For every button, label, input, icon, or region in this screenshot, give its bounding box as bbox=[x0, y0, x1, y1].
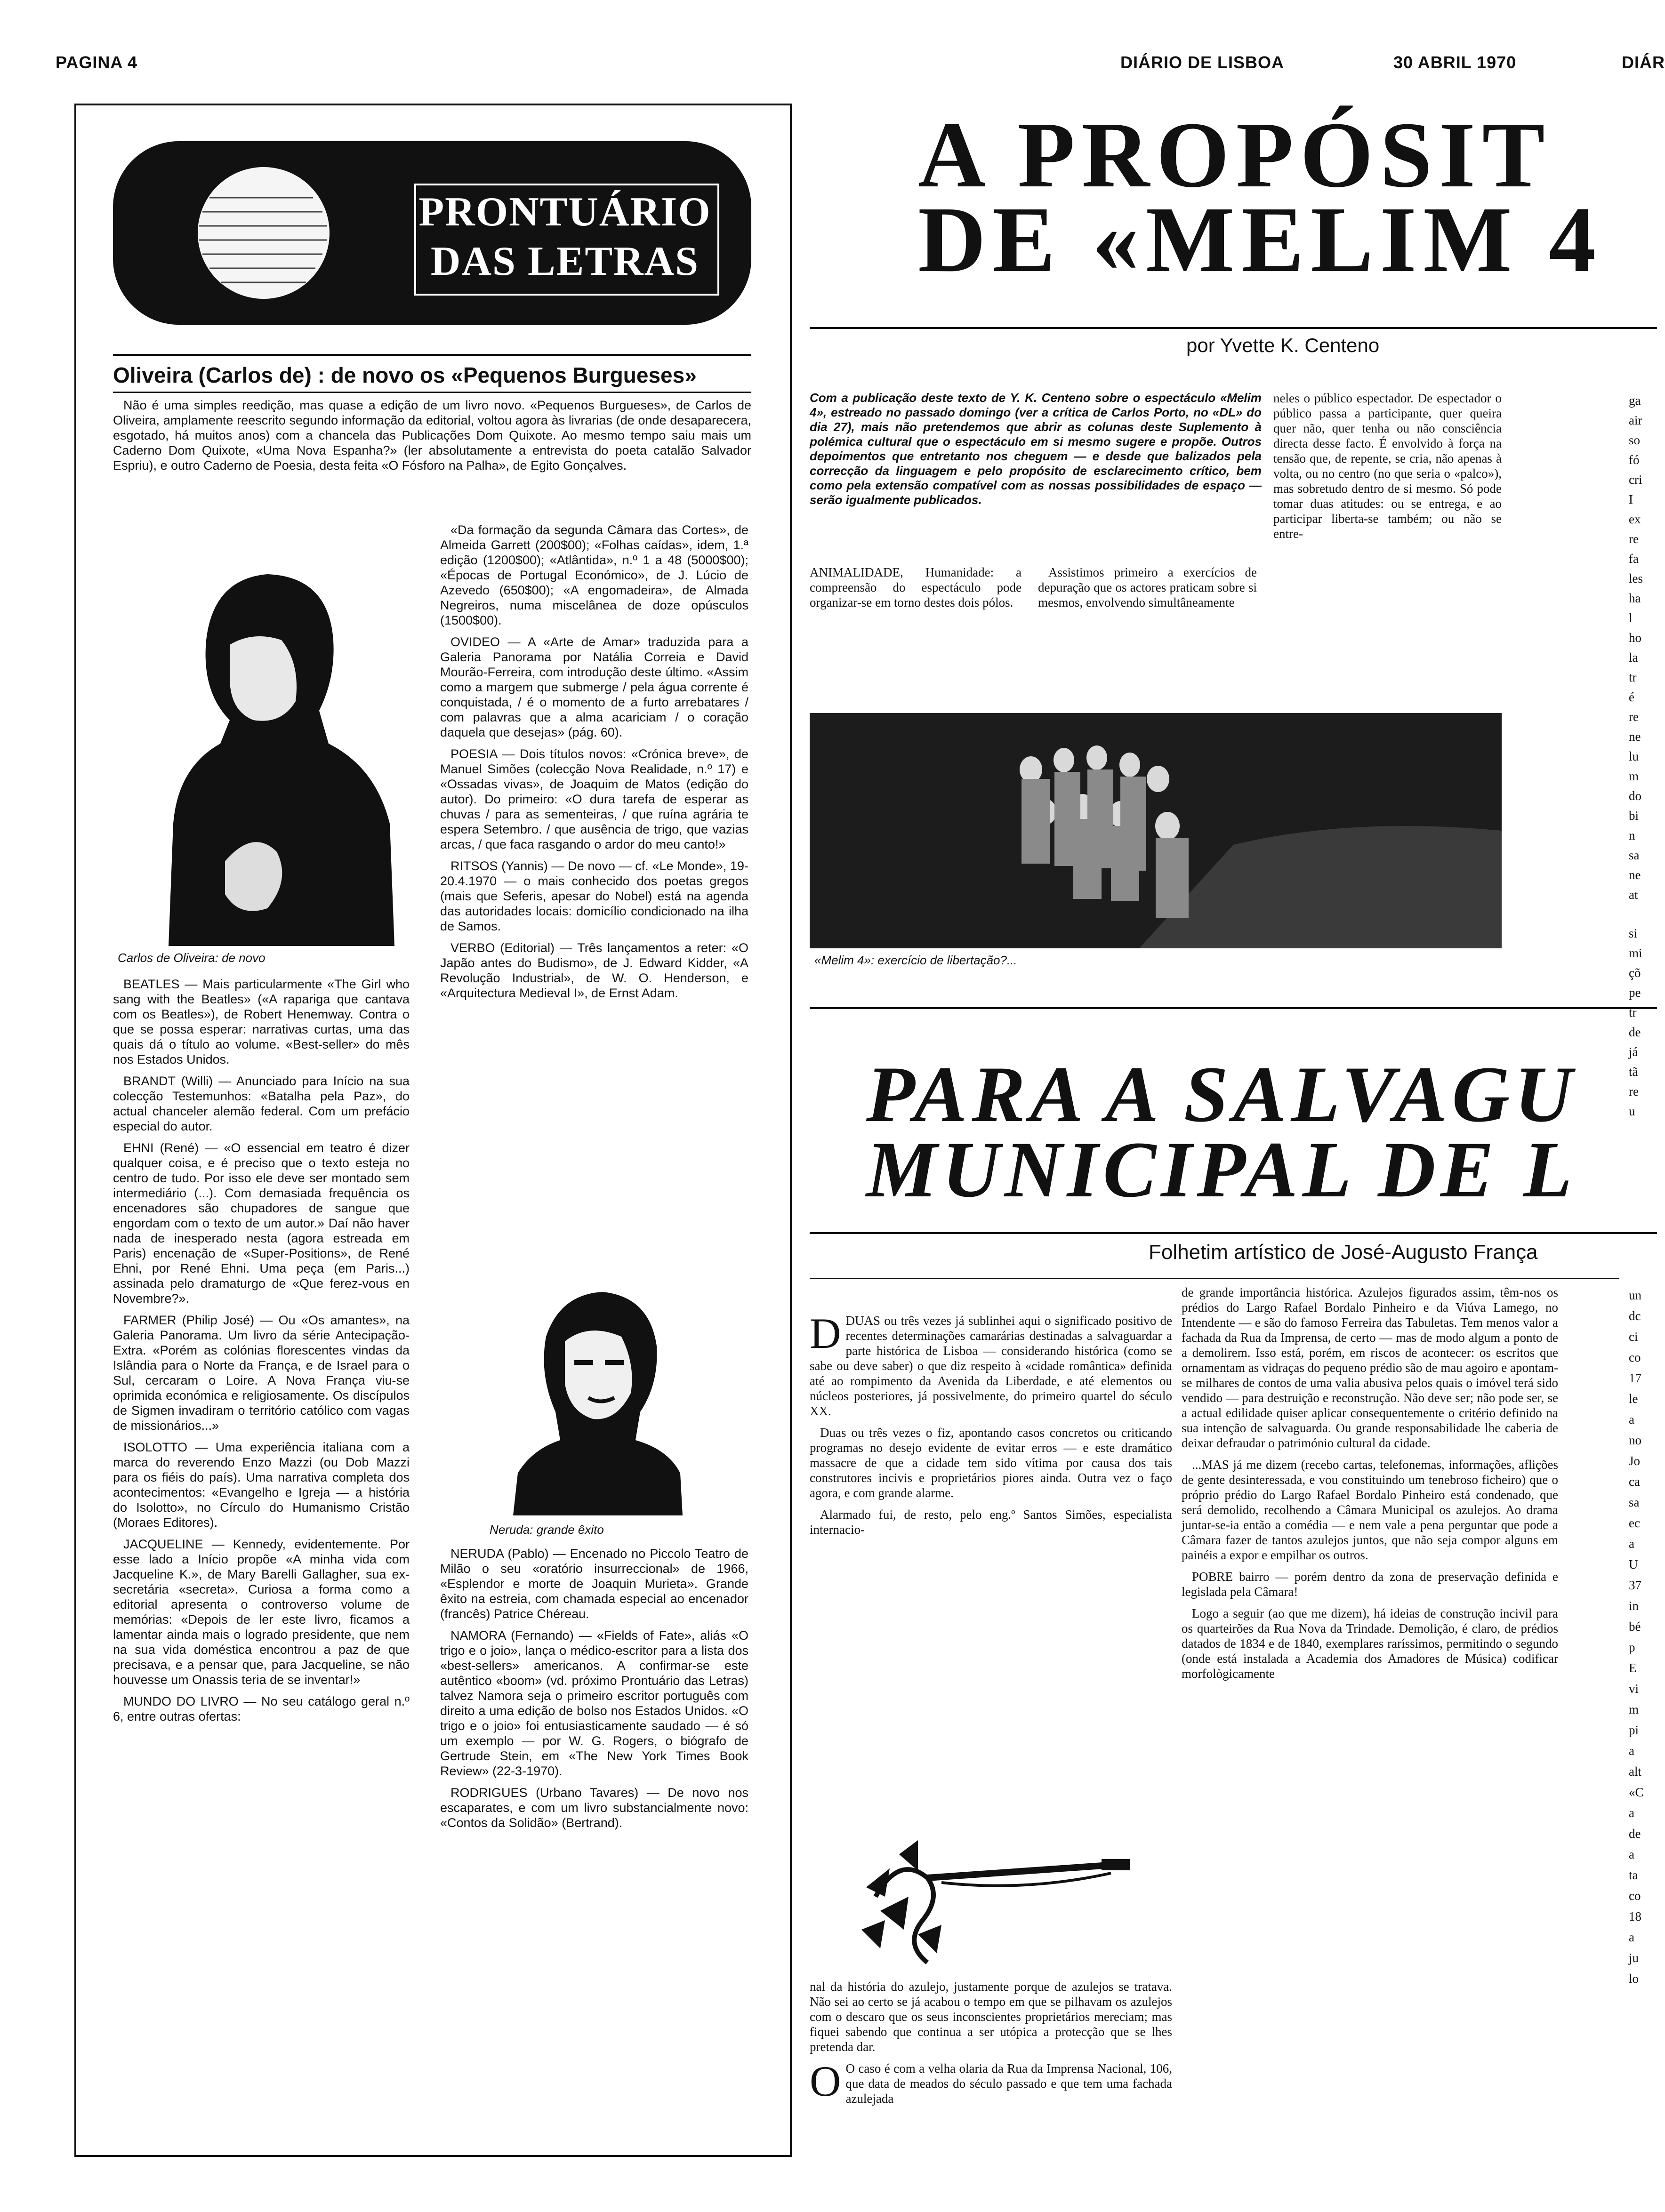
edge-fragment: tr bbox=[1629, 670, 1637, 684]
edge-fragment: co bbox=[1629, 1889, 1641, 1903]
entry-brandt: BRANDT (Willi) — Anunciado para Início na sua colecção Testemunhos: «Batalha pela Paz», do actual chanceler alemão federal. Com um prefácio especial do autor. bbox=[113, 1074, 410, 1133]
edge-fragment: les bbox=[1629, 571, 1643, 585]
edge-fragment: 18 bbox=[1629, 1909, 1641, 1923]
entry-ehni: EHNI (René) — «O essencial em teatro é dizer qualquer coisa, e é preciso que o texto esteja no centro de tudo. Por isso ele deve ser montado sem intermediário (...). Com demasiada frequência os encenadores são chupadores de sangue que engordam com o texto de um autor.» Daí não haver nada de inesperado nesta (agora estreada em Paris) encenação de «Super-Positions», de René Ehni, por René Ehni. Uma peça (em Paris...) assinada pelo dramaturgo de «Que ferez-vous en Novembre?». bbox=[113, 1141, 410, 1306]
entry-isolotto: ISOLOTTO — Uma experiência italiana com a marca do reverendo Enzo Mazzi (ou Dob Mazzi para os fiéis do país). Uma narrativa completa dos acontecimentos: «Evangelho e Igreja — a história do Isolotto», no Círculo do Humanismo Cristão (Moraes Editores). bbox=[113, 1440, 410, 1530]
melim-col2-text: Assistimos primeiro a exercícios de depuração que os actores praticam sobre si mesmos, envolvendo simultâneamente bbox=[1038, 565, 1257, 609]
edge-fragment: air bbox=[1629, 413, 1642, 427]
entry-poesia: POESIA — Dois títulos novos: «Crónica breve», de Manuel Simões (colecção Nova Realidade, n.º 17) e «Ossadas vivas», de Joaquim de Matos (edição do autor). Do primeiro: «O dura tarefa de esperar as chuvas / para as sementeiras, / que ruína agrária te espera Setembro. / que ausência de trigo, que vazias arcas, / que faca rasgando o ardor do meu canto!» bbox=[440, 747, 748, 851]
edge-fragment: já bbox=[1629, 1045, 1638, 1059]
lead-paragraph: Não é uma simples reedição, mas quase a edição de um livro novo. «Pequenos Burgueses», de Carlos de Oliveira, amplamente reescrito segundo informação da editorial, voltou agora às livrarias (de onde desaparecera, esgotado, há muitos anos) com a chancela das Publicações Dom Quixote. Ao mesmo tempo saiu mais um Caderno Dom Quixote, «Uma Nova Espanha?» (ler absolutamente a entrevista do poeta catalão Salvador Espriu), e outro Caderno de Poesia, desta feita «O Fósforo na Palha», de Egito Gonçalves. bbox=[113, 398, 751, 473]
edge-fragment: m bbox=[1629, 1702, 1639, 1716]
edge-fragment: ex bbox=[1629, 512, 1641, 526]
entry-mundo-do-livro-cont: «Da formação da segunda Câmara das Cortes», de Almeida Garrett (200$00); «Folhas caídas», idem, 1.ª edição (1200$00); «Atlântida», n.º 1 a 48 (5000$00); «Épocas de Portugal Económico», de J. Lúcio de Azevedo (650$00); «A engomadeira», de Almada Negreiros, numa miscelânea de doze opúsculos (1500$00). bbox=[440, 523, 748, 627]
edge-fragment: U bbox=[1629, 1557, 1638, 1571]
edge-fragment: ec bbox=[1629, 1516, 1640, 1530]
entry-farmer: FARMER (Philip José) — Ou «Os amantes», na Galeria Panorama. Um livro da série Antecipação-Extra. «Porém as colónias florescentes vindas da Islândia para o Norte da França, e de Israel para o Sul, cercaram o Loire. A Nova França viu-se oprimida económica e religiosamente. Os discípulos de Sigmen invadiram o território católico com vagas de missionários...» bbox=[113, 1313, 410, 1433]
carlos-de-oliveira-photo bbox=[112, 522, 404, 946]
edge-column-bottom bbox=[1629, 1285, 1657, 2160]
prontuario-right-column-lower bbox=[440, 1546, 748, 2125]
salvaguarda-p1: DDUAS ou três vezes já sublinhei aqui o significado positivo de recentes determinações camarárias destinadas a salvaguardar a parte histórica de Lisboa — considerando histórica (como se sabe ou deve saber) o que diz respeito à «cidade romântica» definida até ao rompimento da Avenida da Liberdade, e até elementos ou núcleos posteriores, já possivelmente, do primeiro quartel do século XX. bbox=[810, 1309, 1172, 1418]
salvaguarda-col2 bbox=[1182, 1285, 1558, 2160]
edge-fragment: a bbox=[1629, 1847, 1634, 1861]
edge-fragment: çõ bbox=[1629, 966, 1641, 980]
edge-fragment: de bbox=[1629, 1025, 1641, 1039]
masthead: DIÁRIO DE LISBOA bbox=[1120, 53, 1285, 72]
edge-fragment: a bbox=[1629, 1930, 1634, 1944]
edge-fragment: sa bbox=[1629, 848, 1640, 862]
salvaguarda-headline-line2: MUNICIPAL DE L bbox=[866, 1125, 1577, 1214]
edge-fragment: ta bbox=[1629, 1868, 1638, 1882]
entry-neruda: NERUDA (Pablo) — Encenado no Piccolo Teatro de Milão o seu «oratório insurreccional» de 1966, «Esplendor e morte de Joaquin Murieta». Grande êxito na estreia, com chamada especial ao encenador (francês) Patrice Chéreau. bbox=[440, 1547, 748, 1621]
text-globe-icon bbox=[193, 160, 334, 306]
melim-headline-line2: DE «MELIM 4 bbox=[918, 188, 1602, 292]
edge-fragment: bi bbox=[1629, 809, 1639, 823]
edge-fragment: ne bbox=[1629, 868, 1641, 882]
edge-fragment: re bbox=[1629, 532, 1639, 546]
edge-fragment: re bbox=[1629, 710, 1639, 724]
melim-headline-line1: A PROPÓSIT bbox=[918, 103, 1552, 207]
entry-mundo-do-livro: MUNDO DO LIVRO — No seu catálogo geral n.º 6, entre outras ofertas: bbox=[113, 1694, 410, 1723]
edge-fragment: do bbox=[1629, 789, 1641, 803]
edge-fragment: le bbox=[1629, 1392, 1638, 1406]
salvaguarda-col1-bottom bbox=[810, 1979, 1172, 2160]
edge-fragment: alt bbox=[1629, 1764, 1641, 1779]
page-number: PAGINA 4 bbox=[56, 53, 138, 72]
edge-fragment: in bbox=[1629, 1599, 1639, 1613]
edge-fragment: so bbox=[1629, 433, 1641, 447]
salvaguarda-byline: Folhetim artístico de José-Augusto França bbox=[1149, 1241, 1538, 1264]
edge-fragment: m bbox=[1629, 769, 1639, 783]
edge-fragment: de bbox=[1629, 1827, 1641, 1841]
entry-namora: NAMORA (Fernando) — «Fields of Fate», aliás «O trigo e o joio», lança o médico-escritor para a lista dos «best-sellers» americanos. A confirmar-se este autêntico «boom» (vd. próximo Prontuário das Letras) talvez Namora seja o primeiro escritor português com direito a uma edição de bolso nos Estados Unidos. «O trigo e o joio» foi entusiasticamente saudado — é só um exemplo — por W. G. Rogers, o biógrafo de Gertrude Stein, em «The New York Times Book Review» (22-3-1970). bbox=[440, 1628, 748, 1778]
edge-fragment: at bbox=[1629, 888, 1638, 902]
azulejo-drawing bbox=[847, 1826, 1149, 1972]
edge-fragment: ju bbox=[1629, 1951, 1639, 1965]
salvaguarda-p7: ...MAS já me dizem (recebo cartas, telefonemas, informações, aflições de gente desinteressada, e vou constituindo um tenebroso ficheiro) que o próprio prédio do Largo Rafael Bordalo Pinheiro está condenado, que será demolido, recolhendo a Câmara Municipal os azulejos. Ao drama juntar-se-ia então a comédia — e nem vale a pena perguntar que pode a Câmara fazer de tantos azulejos juntos, que não seja compor alguns em painéis a expor e empilhar os outros. bbox=[1182, 1458, 1558, 1562]
prontuario-title-line1: PRONTUÁRIO bbox=[418, 189, 711, 235]
edge-fragment: 17 bbox=[1629, 1371, 1641, 1385]
salvaguarda-p5: O O caso é com a velha olaria da Rua da Imprensa Nacional, 106, que data de meados do século passado e que tem uma fachada azulejada bbox=[810, 2057, 1172, 2106]
edge-fragment: lu bbox=[1629, 749, 1639, 763]
neruda-portrait bbox=[494, 1271, 697, 1515]
edge-fragment: n bbox=[1629, 828, 1635, 842]
edge-fragment: E bbox=[1629, 1661, 1637, 1675]
carlos-de-oliveira-caption: Carlos de Oliveira: de novo bbox=[118, 951, 265, 965]
edge-fragment: cri bbox=[1629, 473, 1642, 487]
entry-ovideo: OVIDEO — A «Arte de Amar» traduzida para a Galeria Panorama por Natália Correia e David Mourão-Ferreira, com introdução deste último. «Assim como a margem que submerge / pela água corrente é conquistada, / é o momento de a furto arrebatares / com palavras que a alma acariciam / o coração daquela que desejas» (pág. 60). bbox=[440, 635, 748, 739]
edge-fragment: ci bbox=[1629, 1330, 1638, 1344]
melim-col1 bbox=[810, 565, 1022, 699]
edge-fragment: I bbox=[1629, 492, 1633, 506]
neruda-caption: Neruda: grande êxito bbox=[490, 1523, 604, 1537]
edge-fragment: a bbox=[1629, 1537, 1634, 1551]
entry-verbo: VERBO (Editorial) — Três lançamentos a reter: «O Japão antes do Budismo», de J. Edward Kidder, «A Revolução Industrial», de W. O. Henderson, e «Arquitectura Medieval I», de Ernst Adam. bbox=[440, 941, 748, 1000]
edge-fragment: ne bbox=[1629, 729, 1641, 744]
melim-photo-caption: «Melim 4»: exercício de libertação?... bbox=[814, 953, 1017, 967]
edge-fragment: dc bbox=[1629, 1309, 1641, 1323]
edge-fragment: «C bbox=[1629, 1785, 1644, 1799]
salvaguarda-p3: Alarmado fui, de resto, pelo eng.º Santos Simões, especialista internacio- bbox=[810, 1507, 1172, 1537]
edge-fragment: ha bbox=[1629, 591, 1641, 605]
salvaguarda-p2: Duas ou três vezes o fiz, apontando casos concretos ou criticando programas no desejo evidente de evitar erros — e este dramático massacre de que a cidade tem sido vítima por causa dos tais construtores incivis e proprietários piores ainda. Outra vez o faço agora, e com grande alarme. bbox=[810, 1426, 1172, 1500]
edge-fragment: sa bbox=[1629, 1495, 1640, 1509]
edge-fragment: p bbox=[1629, 1640, 1635, 1654]
edge-fragment: lo bbox=[1629, 1972, 1639, 1986]
melim-col3-text: neles o público espectador. De espectador o público passa a participante, quer queira quer não, quer tenha ou não consciência directa desse facto. É envolvido à força na tensão que, de repente, se cria, não apenas à volta, ou no centro (no que seria o «palco»), mas sobretudo dentro de si mesmo. Só pode tomar duas atitudes: ou se entrega, e ao participar liberta-se também; ou não se entre- bbox=[1273, 391, 1502, 541]
edge-fragment: bé bbox=[1629, 1619, 1641, 1634]
edge-fragment: la bbox=[1629, 650, 1638, 665]
edge-fragment: pi bbox=[1629, 1723, 1639, 1737]
entry-rodrigues: RODRIGUES (Urbano Tavares) — De novo nos escaparates, e com um livro substancialmente novo: «Contos da Solidão» (Bertrand). bbox=[440, 1786, 748, 1830]
edge-fragment: 37 bbox=[1629, 1578, 1641, 1592]
edge-fragment: l bbox=[1629, 611, 1633, 625]
salvaguarda-p6: de grande importância histórica. Azulejos figurados assim, têm-nos os prédios do Largo Rafael Bordalo Pinheiro e da Viúva Lamego, no Intendente — e são do famoso Ferreira das Tabuletas. Tem menos valor a fachada da Rua da Imprensa, de certo — mas de modo algum a ponto de a demolirem. Isso está, porém, em riscos de acontecer: os escritos que ornamentam as vidraças do pequeno prédio são de mau agoiro e apontam-se milhares de contos de uma valia abusiva pelos quais o imóvel terá sido vendido — para destruição e reconstrução. Não deve ser; não pode ser, se a actual edilidade quiser aplicar consequentemente o critério definido na sua intenção de salvaguarda. Ou grande responsabilidade lhe caberia de deixar defraudar o património cultural da cidade. bbox=[1182, 1285, 1558, 1450]
edge-fragment: co bbox=[1629, 1350, 1641, 1364]
edge-fragment: tã bbox=[1629, 1065, 1638, 1079]
edge-fragment: pe bbox=[1629, 986, 1641, 1000]
entry-beatles: BEATLES — Mais particularmente «The Girl who sang with the Beatles» («A rapariga que cantava com os Beatles»), de Robert Henemway. Contra o que se possa esperar: narrativas curtas, uma das quais dá o título ao volume. «Best-seller» do mês nos Estados Unidos. bbox=[113, 977, 410, 1066]
edge-fragment: re bbox=[1629, 1084, 1639, 1098]
salvaguarda-p4: nal da história do azulejo, justamente porque de azulejos se tratava. Não sei ao certo se já acabou o tempo em que se pilhavam os azulejos com o descaro que os seus inconscientes proprietários mereciam; mas fiquei sabendo que continua a ser utópica a protecção que se lhes pretenda dar. bbox=[810, 1980, 1172, 2054]
melim-col1-text: ANIMALIDADE, Humanidade: a compreensão do espectáculo pode organizar-se em torno destes dois pólos. bbox=[810, 565, 1022, 609]
prontuario-title-line2: DAS LETRAS bbox=[430, 239, 700, 284]
edge-fragment: fó bbox=[1629, 453, 1640, 467]
edge-fragment: si bbox=[1629, 926, 1638, 940]
edge-fragment: Jo bbox=[1629, 1454, 1641, 1468]
prontuario-article-title: Oliveira (Carlos de) : de novo os «Pequenos Burgueses» bbox=[113, 363, 697, 387]
edge-fragment: un bbox=[1629, 1288, 1641, 1302]
edge-fragment: fa bbox=[1629, 552, 1639, 566]
melim-col2 bbox=[1038, 565, 1257, 699]
edge-fragment: a bbox=[1629, 1806, 1634, 1820]
edge-fragment: é bbox=[1629, 690, 1634, 704]
edge-fragment: ho bbox=[1629, 631, 1641, 645]
melim-col3 bbox=[1273, 391, 1502, 701]
salvaguarda-p9: Logo a seguir (ao que me dizem), há ideias de construção incivil para os quarteirões da Rua Nova da Trindade. Demolição, é claro, de prédios datados de 1834 e de 1840, exemplares raríssimos, permitindo o segundo (onde está instalada a Academia dos Amadores de Música) codificar morfològicamente bbox=[1182, 1606, 1558, 1681]
prontuario-banner bbox=[113, 141, 751, 325]
masthead-next-page: DIÁR bbox=[1622, 53, 1665, 72]
melim-byline: por Yvette K. Centeno bbox=[1186, 334, 1380, 356]
salvaguarda-col1-top bbox=[810, 1309, 1172, 1821]
prontuario-left-column bbox=[113, 977, 410, 2125]
edge-column-top bbox=[1629, 391, 1657, 1118]
edge-fragment: tr bbox=[1629, 1005, 1637, 1019]
melim-intro: Com a publicação deste texto de Y. K. Centeno sobre o espectáculo «Melim 4», estreado no passado domingo (ver a crítica de Carlos Porto, no «DL» do dia 27), mais não pretendemos que abrir as colunas deste Suplemento à polémica cultural que o espectáculo em si mesmo sugere e propõe. Outros depoimentos que entretanto nos cheguem — e desde que balizados pela correcção da linguagem e pelo propósito de esclarecimento crítico, bem como pela extensão compatível com as nossas possibilidades de espaço — serão igualmente publicados. bbox=[810, 391, 1262, 507]
edge-fragment: u bbox=[1629, 1104, 1635, 1118]
edge-fragment: ga bbox=[1629, 393, 1641, 408]
edge-fragment: mi bbox=[1629, 946, 1642, 960]
melim-4-photo bbox=[810, 713, 1502, 948]
entry-jacqueline: JACQUELINE — Kennedy, evidentemente. Por esse lado a Início propõe «A minha vida com Jacqueline K.», de Mary Barelli Gallagher, sua ex-secretária «secreta». Curiosa a forma como a editorial apresenta o controverso volume de memórias: «Depois de ler este livro, ficamos a lamentar ainda mais o logrado presidente, que nem na sua vida doméstica encontrou a paz de que precisava, e a pensar que, para Jacqueline, se não houvesse um Onassis teria de se inventar!» bbox=[113, 1537, 410, 1687]
edge-fragment: no bbox=[1629, 1433, 1641, 1447]
page-date: 30 ABRIL 1970 bbox=[1393, 53, 1517, 72]
edge-fragment: vi bbox=[1629, 1682, 1639, 1696]
edge-fragment: a bbox=[1629, 1744, 1634, 1758]
prontuario-right-column bbox=[440, 522, 748, 1261]
edge-fragment: ca bbox=[1629, 1475, 1640, 1489]
prontuario-lead bbox=[113, 398, 751, 511]
salvaguarda-headline-line1: PARA A SALVAGU bbox=[866, 1050, 1577, 1138]
entry-ritsos: RITSOS (Yannis) — De novo — cf. «Le Monde», 19-20.4.1970 — o mais conhecido dos poetas gregos (mais que Seferis, apesar do Nobel) está na agenda das autoridades locais: domicílio condicionado na ilha de Samos. bbox=[440, 859, 748, 933]
salvaguarda-p8: POBRE bairro — porém dentro da zona de preservação definida e legislada pela Câmara! bbox=[1182, 1570, 1558, 1599]
edge-fragment: a bbox=[1629, 1412, 1634, 1427]
